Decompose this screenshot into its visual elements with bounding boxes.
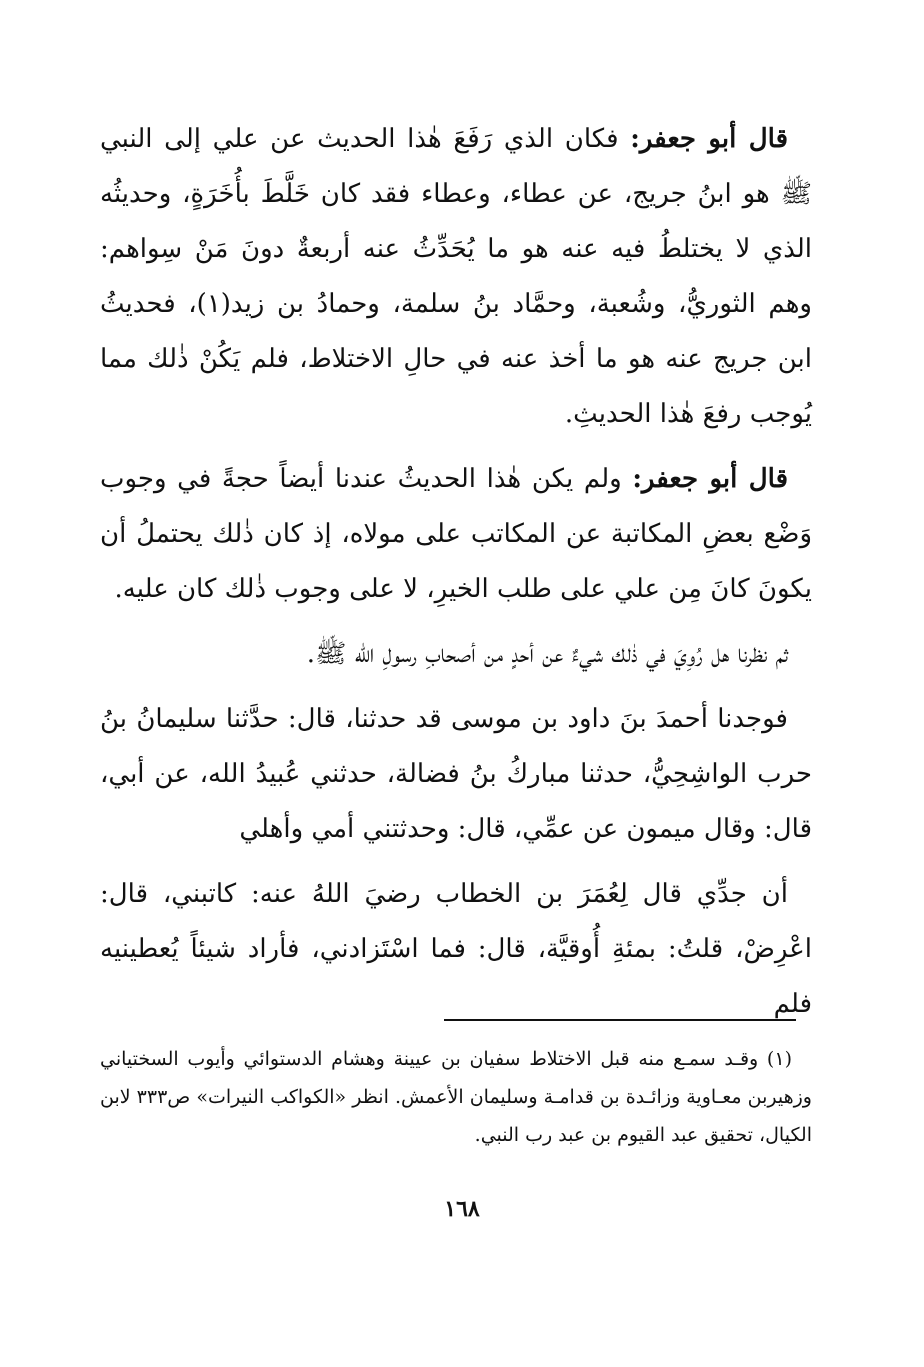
paragraph-text: فكان الذي رَفَعَ هٰذا الحديث عن علي إلى النبي ﷺ هو ابنُ جريج، عن عطاء، وعطاء فقد كان خَلَّطَ بأُخَرَةٍ، وحديثُه الذي لا يختلطُ فيه عنه هو ما يُحَدِّثُ عنه أربعةٌ دونَ مَنْ سِواهم: وهم الثوريُّ، وشُعبة، وحمَّاد بنُ سلمة، وحمادُ بن زيد(١)، فحديثُ ابن جريج عنه هو ما أخذ عنه في حالِ الاختلاط، فلم يَكُنْ ذٰلك مما يُوجب رفعَ هٰذا الحديثِ. <box>100 124 812 429</box>
paragraph-2 <box>100 452 812 617</box>
footnote-divider <box>444 1019 796 1021</box>
footnote-1: (١) وقـد سمـع منه قبل الاختلاط سفيان بن عيينة وهشام الدستوائي وأيوب السختياني وزهيربن معـاوية وزائـدة بن قدامـة وسليمان الأعمش. انظر «الكواكب النيرات» ص٣٣٣ لابن الكيال، تحقيق عبد القيوم بن عبد رب النبي. <box>100 1048 812 1146</box>
paragraph-4 <box>100 692 812 857</box>
paragraph-1 <box>100 112 812 442</box>
paragraph-text: أن جدِّي قال لِعُمَرَ بن الخطاب رضيَ اللهُ عنه: كاتبني، قال: اعْرِضْ، قلتُ: بمئةِ أُوقيَّة، قال: فما اسْتَزادني، فأراد شيئاً يُعطينيه فلم <box>100 879 812 1019</box>
paragraph-3 <box>100 627 812 682</box>
paragraph-lead: قال أبو جعفر: <box>630 124 788 154</box>
paragraph-text: ثم نظرنا هل رُوِيَ في ذٰلك شيءٌ عن أحدٍ من أصحابِ رسولِ الله ﷺ. <box>306 639 788 669</box>
paragraph-5 <box>100 867 812 1032</box>
footnotes <box>100 1040 812 1154</box>
paragraph-text: ولم يكن هٰذا الحديثُ عندنا أيضاً حجةً في وجوب وَضْع بعضِ المكاتبة عن المكاتب على مولاه، إذ كان ذٰلك يحتملُ أن يكونَ كانَ مِن علي على طلب الخيرِ، لا على وجوب ذٰلك كان عليه. <box>100 464 812 604</box>
paragraph-lead: قال أبو جعفر: <box>632 464 788 494</box>
page-number: ١٦٨ <box>444 1196 480 1222</box>
main-text <box>100 112 812 1042</box>
paragraph-text: فوجدنا أحمدَ بنَ داود بن موسى قد حدثنا، قال: حدَّثنا سليمانُ بنُ حرب الواشِحِيُّ، حدثنا مباركُ بنُ فضالة، حدثني عُبيدُ الله، عن أبي، قال: وقال ميمون عن عمِّي، قال: وحدثتني أمي وأهلي <box>100 704 812 844</box>
